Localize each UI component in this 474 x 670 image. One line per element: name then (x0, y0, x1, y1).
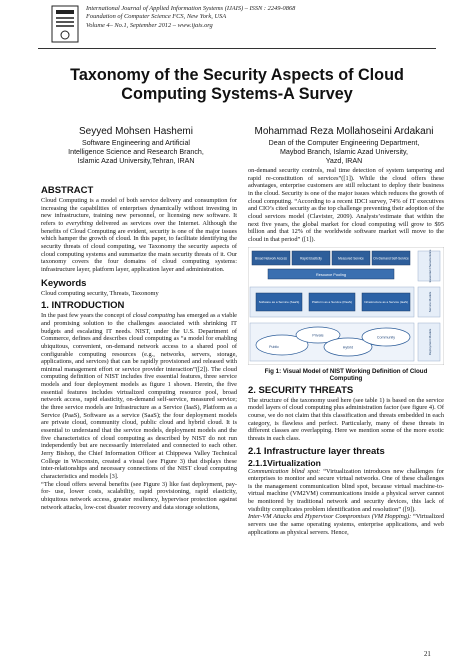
vm-hopping-label: Inter-VM Attacks and Hypervisor Compromises (VM Hopping): (248, 513, 412, 521)
author-affiliation-3: Islamic Azad University,Tehran, IRAN (77, 157, 195, 165)
abstract-italic-word: everything (66, 219, 93, 227)
intro-text-part: In the past few years the concept of (41, 312, 133, 320)
resource-pooling-label: Resource Pooling (316, 272, 346, 277)
author-affiliation-2: Intelligence Science and Research Branch, (68, 148, 204, 156)
title-line-1: Taxonomy of the Security Aspects of Cloud (70, 66, 404, 84)
author-affiliation-1: Software Engineering and Artificial (81, 139, 191, 147)
char-measured-service: Measured Service (338, 256, 364, 261)
abstract-text (41, 197, 237, 274)
author-affiliation-3: Yazd, IRAN (325, 157, 363, 165)
right-column (248, 167, 444, 536)
keywords-text: Cloud computing security, Threats, Taxonomy (41, 289, 159, 297)
deploy-community: Community (376, 335, 396, 340)
introduction-paragraph-2: “The cloud offers several benefits (see Figure 3) like fast deployment, pay-for- use, lower costs, scalability, rapid provisioning, rapid elasticity, ubiquitous network access, greater resiliency, hypervisor protection against network attacks, low-cost disaster recovery and data storage solutions, (41, 480, 237, 511)
infrastructure-threats-heading: 2.1 Infrastructure layer threats (248, 445, 385, 457)
deploy-hybrid: Hybrid (342, 345, 354, 350)
deploy-public: Public (269, 344, 279, 349)
security-threats-paragraph: The structure of the taxonomy used here (see table 1) is based on the service model layers of cloud computing plus administration factor (see figure 4). Of course, we do not claim that this classification and threats embedded in each category, is flawless and perfect. Particularly, many of these threats in different classes are overlapping. Here we mention some of the more exotic threats in each class. (248, 396, 444, 442)
side-service-models: Service Models (428, 291, 432, 312)
author-block-1 (38, 126, 234, 166)
introduction-paragraph-1 (41, 312, 237, 480)
journal-line-1: International Journal of Applied Information Systems (IJAIS) – ISSN : 2249-0868 (86, 5, 296, 12)
journal-header (86, 5, 436, 30)
figure-1 (248, 247, 444, 365)
figure-caption: Fig 1: Visual Model of NIST Working Definition of Cloud Computing (264, 367, 428, 383)
side-deployment-models: Deployment Models (428, 328, 432, 355)
char-on-demand-self-service: On-Demand Self-Service (373, 256, 409, 261)
author-name: Seyyed Mohsen Hashemi (79, 126, 193, 137)
abstract-text-rest: delivered as services over the Internet. Although the benefits of Cloud Computing are evident, security is one of the major issues which hamper the growth of cloud. In this paper, to facilitate identifying the security threats of cloud computing, we Taxonomy the security aspects of cloud computing systems and summarize the main security threats of it. Our taxonomy covers the four domains of cloud computing systems: infrastructure layer, platform layer, application layer and administration. (41, 219, 237, 273)
author-name: Mohammad Reza Mollahoseini Ardakani (254, 126, 434, 137)
vm-hopping-paragraph (248, 513, 444, 536)
virtualization-heading: 2.1.1Virtualization (248, 457, 321, 468)
author-affiliation-2: Maybod Branch, Islamic Azad University, (280, 148, 408, 156)
paper-title (24, 66, 450, 104)
author-block-2 (246, 126, 442, 166)
char-broad-network-access: Broad Network Access (254, 256, 288, 261)
security-threats-heading: 2. SECURITY THREATS (248, 384, 354, 396)
char-rapid-elasticity: Rapid Elasticity (300, 256, 322, 261)
journal-line-3: Volume 4– No.1, September 2012 – www.ijais.org (86, 21, 213, 29)
nist-model-diagram (248, 247, 444, 365)
communication-blind-spot-paragraph (248, 468, 444, 514)
side-essential-characteristics: Essential Characteristics (428, 249, 432, 282)
abstract-text-part: Cloud Computing is a model of both service delivery and consumption for increasing the capabilities of enterprises dynamically without investing in new infrastructure, training new personnel, or licensing new software. It refers to (41, 197, 237, 227)
right-paragraph-1: on-demand security controls, real time detection of system tampering and rapid re-constitution of services”([1]). While the cloud offers these advantages, enterprise customers are still reluctant to deploy their business in the cloud. Security is one of the major issues which reduces the growth of cloud computing. “According to a recent IDCI survey, 74% of IT executives and CIO’s cited security as the top challenge preventing their adoption of the cloud services model (Clavister, 2009). Analysts’estimate that within the next five years, the global market for cloud computing will grow to $95 billion and that 12% of the worldwide software market will move to the cloud in that period” ([1]). (248, 167, 444, 243)
blind-spot-text: “Virtualization introduces new challenges for enterprises to monitor and secure virtual networks. One of these challenges is the management communication blind spot, because virtual machine-to-virtual machine (VM2VM) communications inside a physical server cannot be monitored by traditional network and security devices, this lack of visibility complicates problem identification and resolution” ([9]). (248, 467, 444, 513)
journal-line-2: Foundation of Computer Science FCS, New York, USA (86, 13, 227, 21)
deploy-private: Private (312, 333, 324, 338)
header-rule (38, 48, 436, 49)
introduction-heading: 1. INTRODUCTION (41, 300, 125, 312)
intro-text-rest: has emerged as a viable and promising solution to the challenges associated with shrinking IT budgets and escalating IT needs. NIST, under the U.S. Department of Commerce, defines and describes cloud computing as “a model for enabling ubiquitous, convenient, on-demand network access to a shared pool of configurable computing resources (e.g., networks, servers, storage, applications, and services) that can be rapidly provisioned and released with minimal management effort or service provider interaction”([2]). The cloud computing definition of NIST includes five essential features, three service models and four deployment models as figure 1 shown. Herein, the five essential features includes virtualized computing resource pool, broad network access, rapid elasticity, on-demand self-service, measured service; the three service models are Infrastructure as a Service (IaaS), Platform as a Service (PaaS), Software as a service (SaaS); the four deployment models are private cloud, community cloud, public cloud and hybrid cloud. It is essential to understand that the service models, deployment models and the five characteristics of cloud computing as described by NIST do not run independently but are necessarily interrelated and connected to each other. Jerry Bishop, the Chief Information Officer at Chippewa Valley Technical College in Wisconsin, created a visual (see Figure 3) that displays these inter-relationships and necessary connections of the NIST cloud computing characteristics and models [3]. (41, 312, 237, 480)
service-paas: Platform as a Service (PaaS) (312, 299, 352, 304)
left-column (41, 183, 237, 511)
keywords-heading: Keywords (41, 277, 87, 289)
intro-italic-term: cloud computing (132, 312, 176, 320)
author-affiliation-1: Dean of the Computer Engineering Department, (268, 139, 420, 147)
abstract-heading: ABSTRACT (41, 185, 94, 196)
journal-logo (50, 4, 80, 44)
page-number: 21 (424, 651, 431, 658)
service-saas: Software as a Service (SaaS) (258, 299, 300, 304)
service-iaas: Infrastructure as a Service (IaaS) (363, 299, 409, 304)
title-line-2: Computing Systems-A Survey (121, 85, 353, 103)
blind-spot-label: Communication blind spot: (248, 467, 321, 475)
vm-hopping-text: “Virtualized servers use the same operating systems, enterprise applications, and web applications as physical servers. Hence, (248, 513, 444, 536)
